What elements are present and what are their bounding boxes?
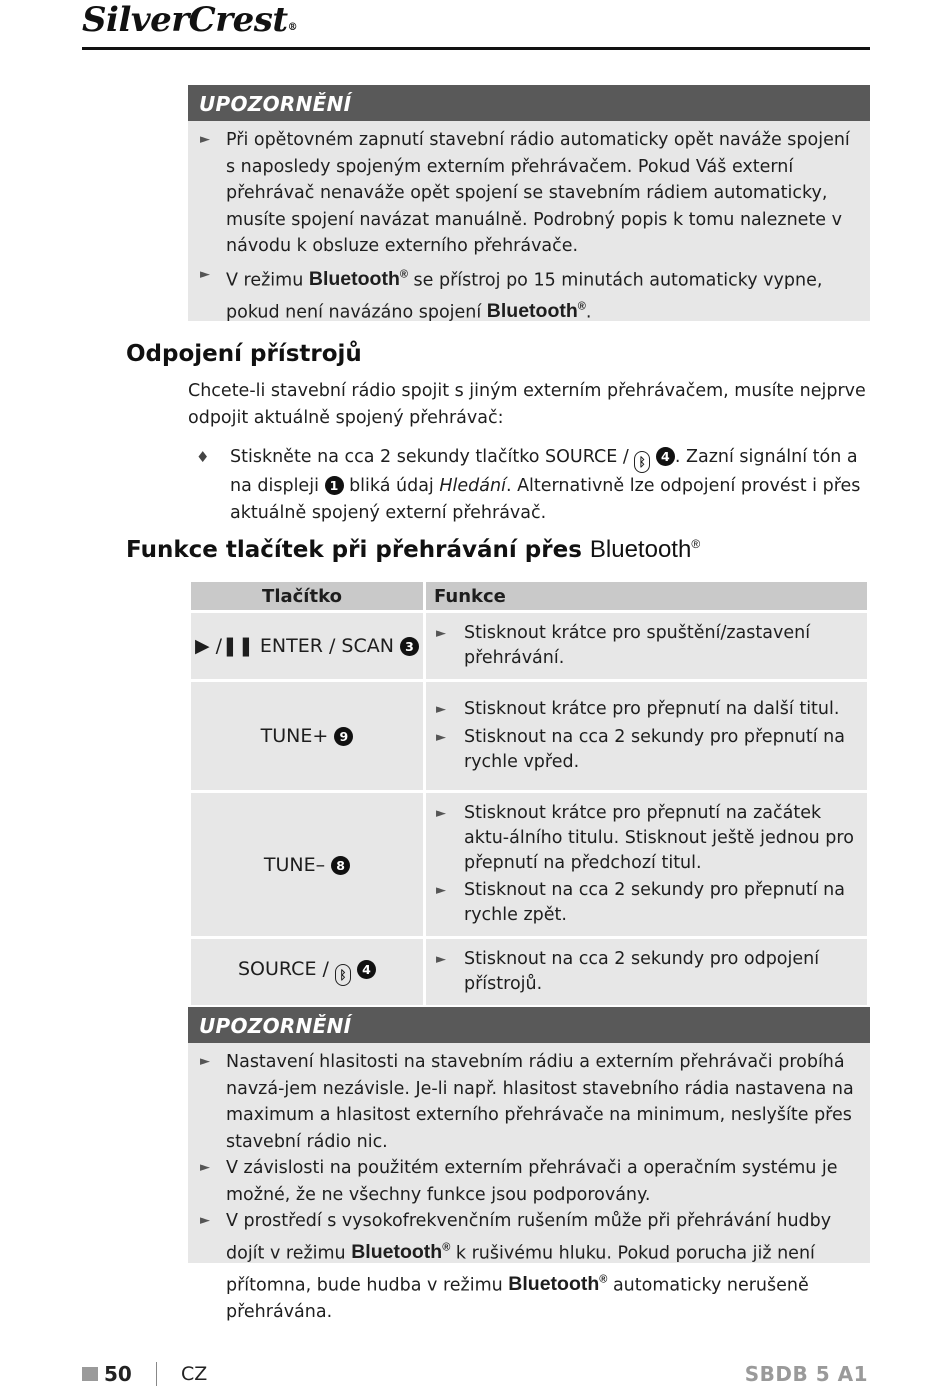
note-title: UPOZORNĚNÍ (188, 85, 870, 121)
footer-square-marker (82, 1367, 98, 1381)
key-cell: ▶ /❚❚ ENTER / SCAN 3 (191, 613, 423, 679)
table-row (191, 793, 867, 936)
note-bullet: ► V závislosti na použitém externím přehrávači a operačním systému je možné, že ne všechny funkce jsou podporovány. (200, 1155, 856, 1208)
section-title: Funkce tlačítek při přehrávání přes Bluetooth® (126, 536, 701, 563)
note-bullet: ► V režimu Bluetooth® se přístroj po 15 minutách automaticky vypne, pokud není navázáno spojení Bluetooth®. (200, 262, 856, 326)
key-cell: TUNE+ 9 (191, 682, 423, 790)
note-bullet: ► Při opětovném zapnutí stavební rádio automaticky opět naváže spojení s naposledy spojeným externím přehrávačem. Pokud Váš externí přehrávač nenaváže opět spojení se stavebním rádiem automaticky, musíte spojení navázat manuálně. Podrobný popis k tomu naleznete v návodu k obsluze externího přehrávače. (200, 127, 856, 260)
arrow-right-icon: ► (200, 1160, 210, 1175)
arrow-right-icon: ► (436, 952, 446, 967)
step-item: ♦ Stiskněte na cca 2 sekundy tlačítko SOURCE / ᛒ 4 . Zazní signální tón a na displeji 1 bliká údaj Hledání. Alternativně lze odpojení provést i přes aktuálně spojený externí přehrávač. (188, 444, 870, 527)
table-row (191, 682, 867, 790)
ref-number-badge: 4 (656, 447, 675, 466)
ref-number-badge: 8 (331, 856, 350, 875)
ref-number-badge: 3 (400, 637, 419, 656)
note-box-2 (188, 1007, 870, 1322)
footer-divider (156, 1362, 157, 1386)
arrow-right-icon: ► (200, 1054, 210, 1069)
note-box-1 (188, 85, 870, 321)
page-number: 50 (104, 1362, 132, 1386)
ref-number-badge: 4 (357, 960, 376, 979)
column-header: Funkce (426, 582, 867, 610)
section-title: Odpojení přístrojů (126, 341, 362, 367)
language-code: CZ (181, 1363, 208, 1385)
table-header-row (191, 582, 867, 610)
bluetooth-icon: ᛒ (634, 451, 650, 473)
section-intro: Chcete-li stavební rádio spojit s jiným externím přehrávačem, musíte nejprve odpojit aktuálně spojený přehrávač: (188, 381, 866, 428)
note-bullet: ► V prostředí s vysokofrekvenčním rušením může při přehrávání hudby dojít v režimu Bluetooth® k rušivému hluku. Pokud porucha již není přítomna, bude hudba v režimu Bluetooth® automaticky nerušeně přehrávána. (200, 1208, 856, 1325)
arrow-right-icon: ► (436, 883, 446, 898)
function-cell: ► Stisknout krátce pro přepnutí na začátek aktu-álního titulu. Stisknout ještě jednou pro přepnutí na předchozí titul. ► Stisknout na cca 2 sekundy pro přepnutí na rychle zpět. (426, 793, 867, 936)
table-row (191, 613, 867, 679)
arrow-right-icon: ► (436, 626, 446, 641)
ref-number-badge: 1 (325, 476, 344, 495)
function-cell: ► Stisknout krátce pro spuštění/zastavení přehrávání. (426, 613, 867, 679)
arrow-right-icon: ► (200, 266, 210, 282)
bluetooth-icon: ᛒ (335, 964, 351, 986)
header-rule (82, 47, 870, 50)
arrow-right-icon: ► (436, 702, 446, 717)
function-cell: ► Stisknout na cca 2 sekundy pro odpojení přístrojů. (426, 939, 867, 1005)
table-row (191, 939, 867, 1005)
note-bullet: ► Nastavení hlasitosti na stavebním rádiu a externím přehrávači probíhá navzá-jem nezávisle. Je-li např. hlasitost stavebního rádia nastavena na maximum a hlasitost externího přehrávače na minimum, neslyšíte přes stavební rádio nic. (200, 1049, 856, 1155)
key-cell: SOURCE / ᛒ 4 (191, 939, 423, 1005)
column-header: Tlačítko (191, 582, 423, 610)
note-title: UPOZORNĚNÍ (188, 1007, 870, 1043)
diamond-icon: ♦ (196, 448, 210, 466)
function-cell: ► Stisknout krátce pro přepnutí na další titul. ► Stisknout na cca 2 sekundy pro přepnutí na rychle vpřed. (426, 682, 867, 790)
arrow-right-icon: ► (436, 806, 446, 821)
model-number: SBDB 5 A1 (744, 1362, 868, 1386)
arrow-right-icon: ► (436, 730, 446, 745)
ref-number-badge: 9 (334, 727, 353, 746)
brand-logo: SilverCrest® (82, 0, 298, 40)
key-cell: TUNE– 8 (191, 793, 423, 936)
arrow-right-icon: ► (200, 132, 210, 147)
arrow-right-icon: ► (200, 1213, 210, 1228)
button-function-table (188, 579, 870, 1008)
